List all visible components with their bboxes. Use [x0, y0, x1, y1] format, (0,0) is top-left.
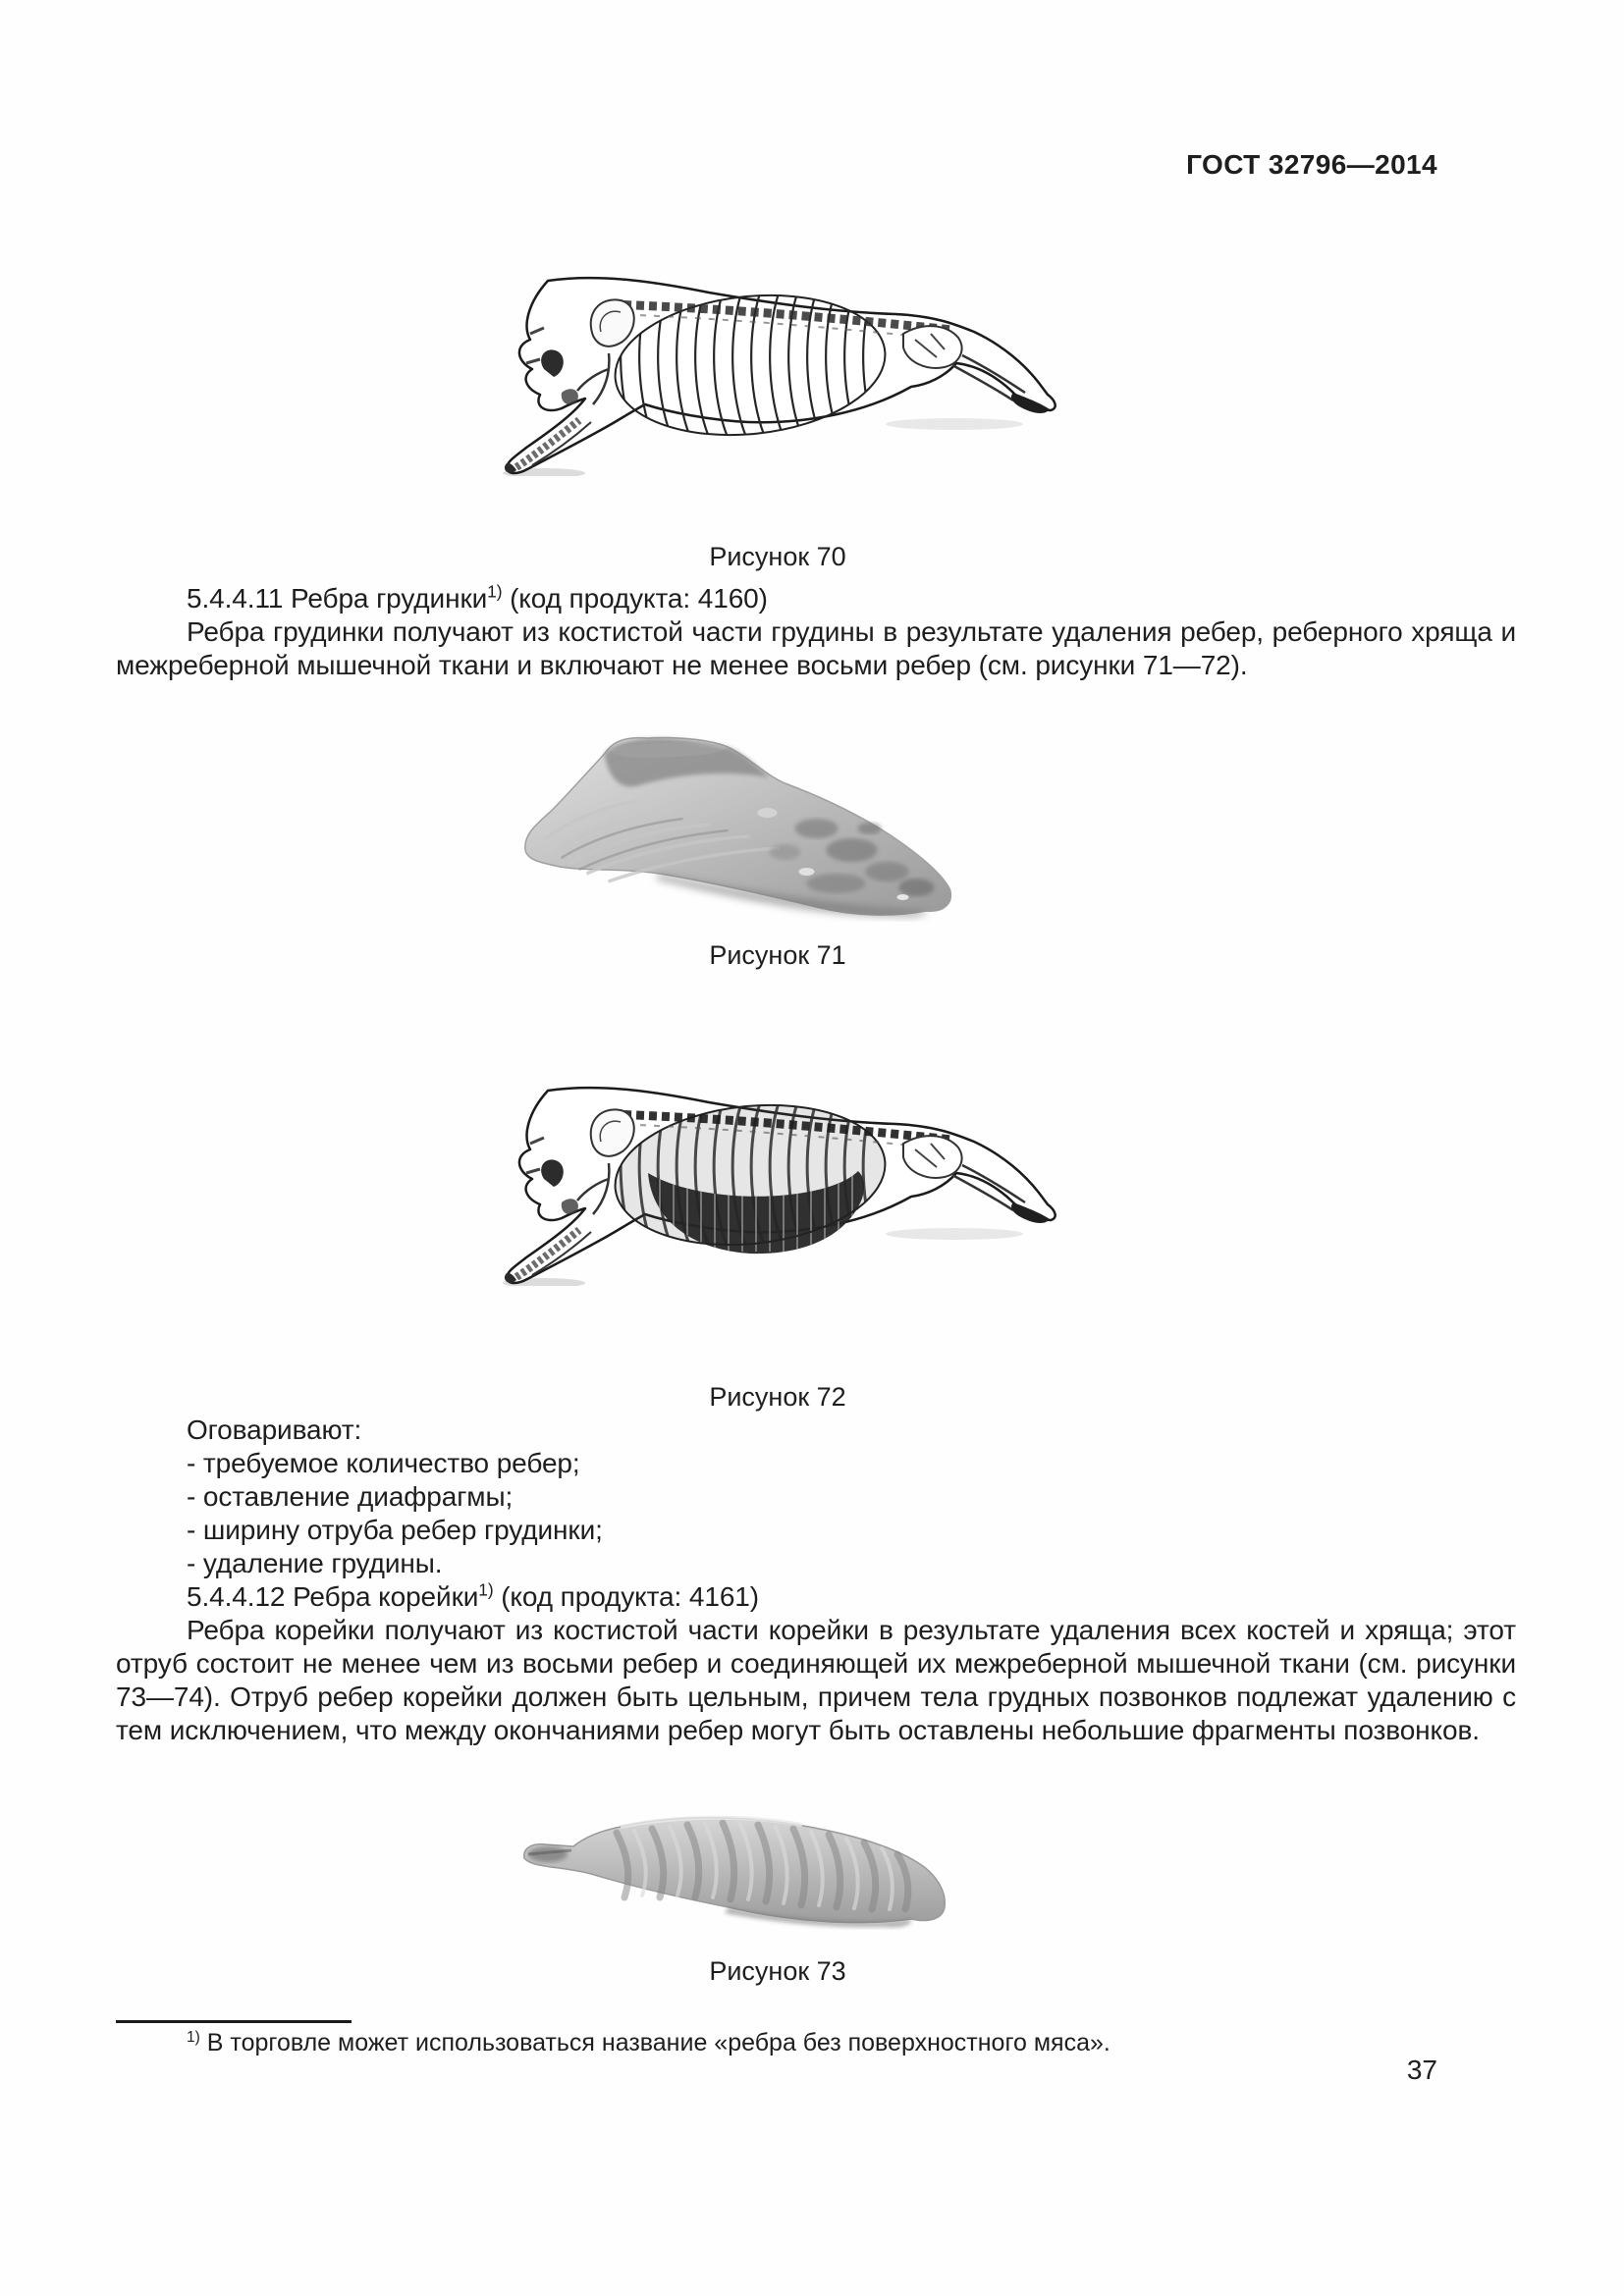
figure-70-carcass-skeleton-drawing	[483, 275, 1072, 476]
section-54411	[116, 582, 1516, 682]
footnote-text: В торговле может использоваться название «ребра без поверхностного мяса».	[206, 2029, 1110, 2056]
heading-text: 5.4.4.11 Ребра грудинки	[187, 583, 488, 614]
footnote-reference: 1)	[478, 1579, 494, 1600]
section-54411-heading	[116, 582, 1516, 615]
section-54412	[116, 1414, 1516, 1747]
heading-text: 5.4.4.12 Ребра корейки	[187, 1581, 479, 1612]
figure-71-brisket-ribs-photo	[518, 734, 962, 923]
footnote	[116, 2028, 1516, 2057]
document-code-header: ГОСТ 32796—2014	[1186, 149, 1437, 180]
footnote-marker: 1)	[187, 2028, 200, 2046]
figure-73-caption: Рисунок 73	[709, 1956, 846, 1986]
figure-71-caption: Рисунок 71	[709, 940, 846, 970]
stipulation-item: - требуемое количество ребер;	[187, 1448, 580, 1478]
section-54411-paragraph: Ребра грудинки получают из костистой части грудины в результате удаления ребер, реберного хряща и межреберной мышечной ткани и включают не менее восьми ребер (см. рисунки 71—72).	[116, 616, 1516, 680]
figure-70-caption: Рисунок 70	[709, 542, 846, 571]
stipulations-intro: Оговаривают:	[187, 1415, 362, 1445]
footnote-divider	[116, 2020, 352, 2023]
section-54412-paragraph: Ребра корейки получают из костистой части корейки в результате удаления всех костей и хряща; этот отруб состоит не менее чем из восьми ребер и соединяющей их межреберной мышечной ткани (см. рисунки 73—74). Отруб ребер корейки должен быть цельным, причем тела грудных позвонков подлежат удалению с тем исключением, что между окончаниями ребер могут быть оставлены небольшие фрагменты позвонков.	[116, 1615, 1516, 1745]
heading-rest: (код продукта: 4161)	[493, 1581, 760, 1612]
stipulation-item: - оставление диафрагмы;	[187, 1481, 514, 1512]
section-54412-heading	[116, 1580, 1516, 1614]
heading-rest: (код продукта: 4160)	[502, 583, 768, 614]
figure-72-caption: Рисунок 72	[709, 1382, 846, 1412]
page-number: 37	[1406, 2055, 1437, 2085]
stipulation-item: - удаление грудины.	[187, 1548, 443, 1578]
footnote-reference: 1)	[487, 581, 503, 602]
figure-72-carcass-skeleton-drawing-highlighted-ribs	[483, 1085, 1072, 1286]
stipulation-item: - ширину отруба ребер грудинки;	[187, 1515, 603, 1545]
figure-73-loin-ribs-photo	[522, 1811, 954, 1939]
